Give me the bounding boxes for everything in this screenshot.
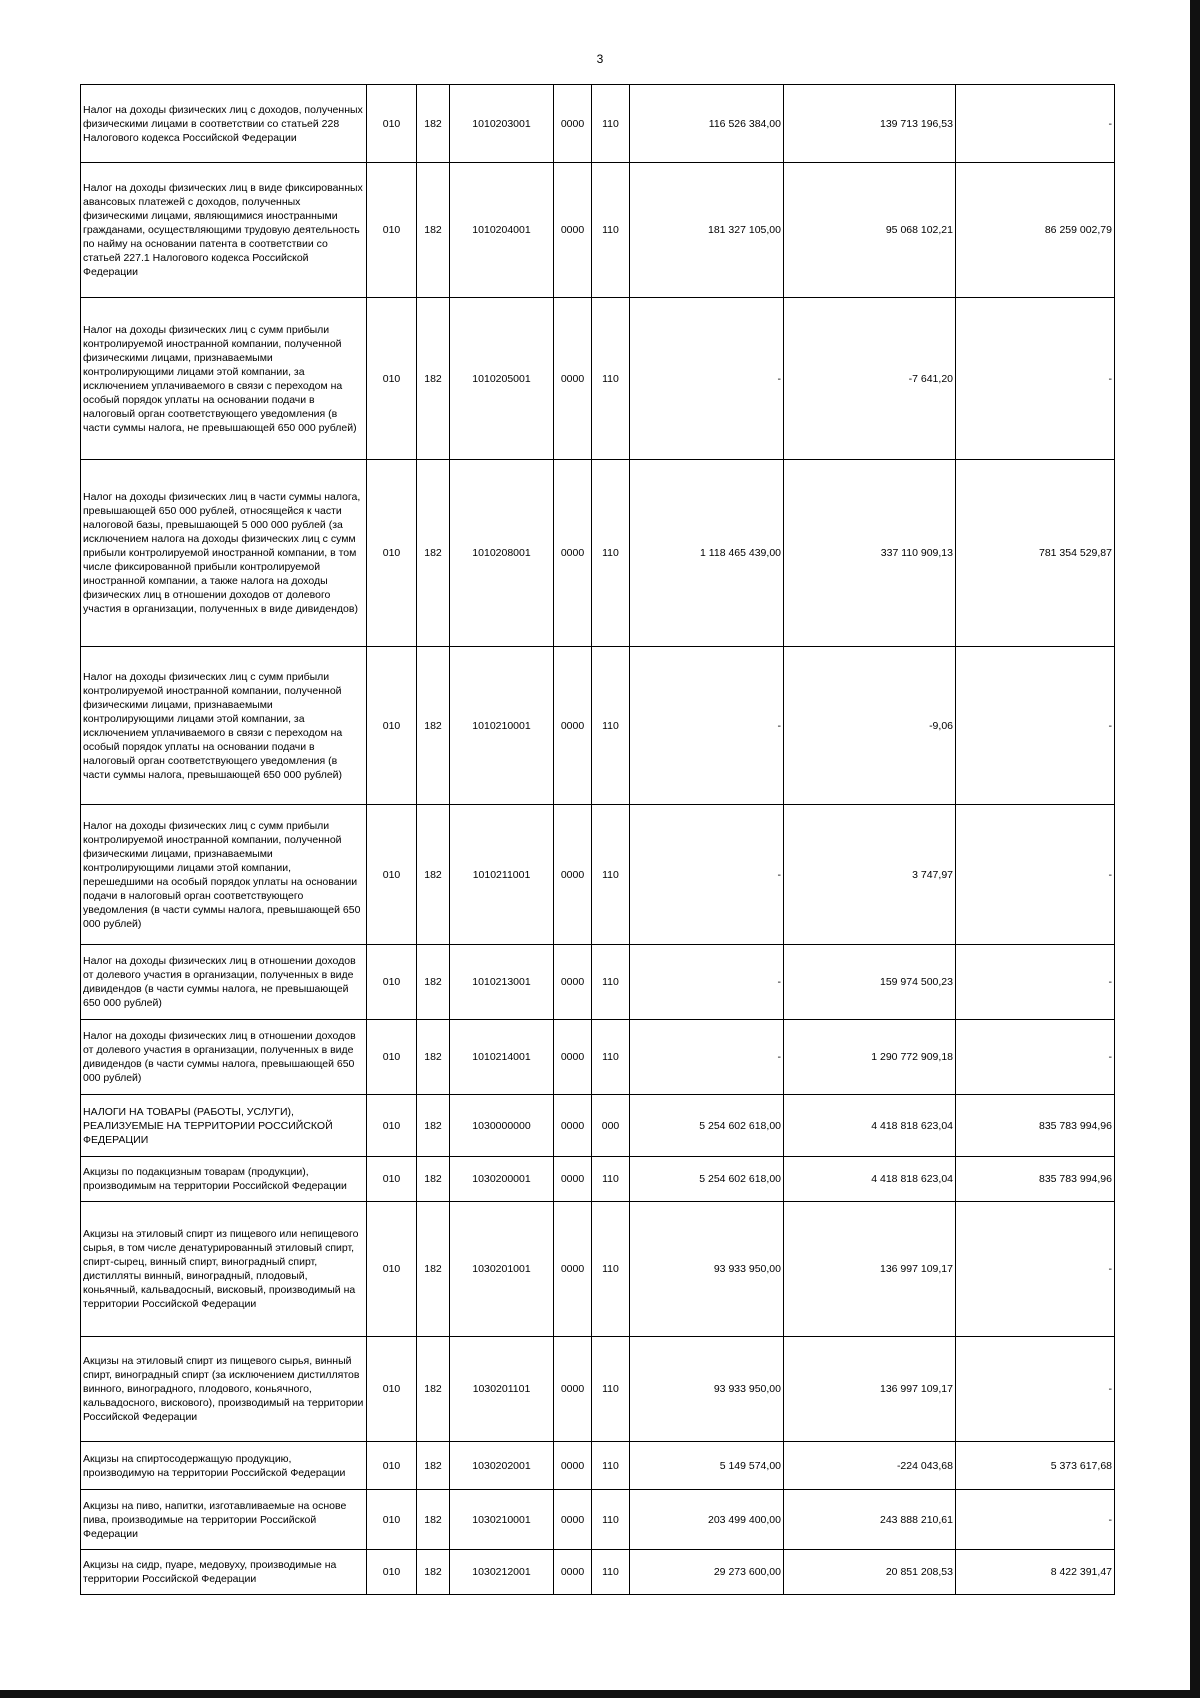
- amount-cell: 3 747,97: [784, 805, 956, 945]
- code-cell: 182: [417, 298, 450, 460]
- code-cell: 1030201101: [450, 1337, 554, 1442]
- code-cell: 182: [417, 1442, 450, 1490]
- code-cell: 010: [367, 1337, 417, 1442]
- amount-cell: -9,06: [784, 647, 956, 805]
- code-cell: 182: [417, 1550, 450, 1595]
- code-cell: 182: [417, 1020, 450, 1095]
- code-cell: 010: [367, 1202, 417, 1337]
- amount-cell: 1 290 772 909,18: [784, 1020, 956, 1095]
- code-cell: 182: [417, 85, 450, 163]
- amount-cell: -: [630, 945, 784, 1020]
- code-cell: 1030201001: [450, 1202, 554, 1337]
- scan-edge-right: [1190, 0, 1200, 1698]
- amount-cell: -: [630, 298, 784, 460]
- code-cell: 010: [367, 1442, 417, 1490]
- code-cell: 1030210001: [450, 1490, 554, 1550]
- code-cell: 182: [417, 1337, 450, 1442]
- code-cell: 1010204001: [450, 163, 554, 298]
- row-name: Акцизы на пиво, напитки, изготавливаемые на основе пива, производимые на территории Российской Федерации: [81, 1490, 367, 1550]
- code-cell: 110: [592, 1442, 630, 1490]
- table-row: [81, 805, 1115, 945]
- amount-cell: 5 254 602 618,00: [630, 1095, 784, 1157]
- code-cell: 0000: [554, 1550, 592, 1595]
- amount-cell: 20 851 208,53: [784, 1550, 956, 1595]
- page-number: 3: [596, 52, 604, 66]
- code-cell: 110: [592, 1490, 630, 1550]
- table-row: [81, 945, 1115, 1020]
- code-cell: 0000: [554, 1337, 592, 1442]
- code-cell: 110: [592, 1020, 630, 1095]
- code-cell: 110: [592, 945, 630, 1020]
- code-cell: 010: [367, 1020, 417, 1095]
- table-row: [81, 1550, 1115, 1595]
- row-name: Налог на доходы физических лиц в отношении доходов от долевого участия в организации, полученных в виде дивидендов (в части суммы налога, превышающей 650 000 рублей): [81, 1020, 367, 1095]
- row-name: Акцизы на спиртосодержащую продукцию, производимую на территории Российской Федерации: [81, 1442, 367, 1490]
- table-row: [81, 460, 1115, 647]
- row-name: Налог на доходы физических лиц с сумм прибыли контролируемой иностранной компании, полученной физическими лицами, признаваемыми контролирующими лицами этой компании, за исключением уплачиваемого в связи с переходом на особый порядок уплаты на основании подачи в налоговый орган соответствующего уведомления (в части суммы налога, превышающей 650 000 рублей): [81, 647, 367, 805]
- code-cell: 1030000000: [450, 1095, 554, 1157]
- amount-cell: 337 110 909,13: [784, 460, 956, 647]
- row-name: НАЛОГИ НА ТОВАРЫ (РАБОТЫ, УСЛУГИ), РЕАЛИЗУЕМЫЕ НА ТЕРРИТОРИИ РОССИЙСКОЙ ФЕДЕРАЦИИ: [81, 1095, 367, 1157]
- amount-cell: -7 641,20: [784, 298, 956, 460]
- amount-cell: 243 888 210,61: [784, 1490, 956, 1550]
- amount-cell: 4 418 818 623,04: [784, 1095, 956, 1157]
- amount-cell: -: [956, 1490, 1115, 1550]
- amount-cell: 835 783 994,96: [956, 1157, 1115, 1202]
- code-cell: 110: [592, 1157, 630, 1202]
- amount-cell: 86 259 002,79: [956, 163, 1115, 298]
- amount-cell: -: [630, 805, 784, 945]
- code-cell: 1010205001: [450, 298, 554, 460]
- amount-cell: -: [956, 85, 1115, 163]
- table-row: [81, 647, 1115, 805]
- amount-cell: -224 043,68: [784, 1442, 956, 1490]
- code-cell: 110: [592, 460, 630, 647]
- code-cell: 110: [592, 1550, 630, 1595]
- code-cell: 1010210001: [450, 647, 554, 805]
- row-name: Акцизы на сидр, пуаре, медовуху, производимые на территории Российской Федерации: [81, 1550, 367, 1595]
- code-cell: 1030200001: [450, 1157, 554, 1202]
- code-cell: 182: [417, 647, 450, 805]
- code-cell: 110: [592, 298, 630, 460]
- amount-cell: 95 068 102,21: [784, 163, 956, 298]
- code-cell: 182: [417, 1490, 450, 1550]
- table-row: [81, 85, 1115, 163]
- code-cell: 110: [592, 805, 630, 945]
- code-cell: 182: [417, 1095, 450, 1157]
- amount-cell: 5 254 602 618,00: [630, 1157, 784, 1202]
- row-name: Налог на доходы физических лиц в виде фиксированных авансовых платежей с доходов, полученных физическими лицами, являющимися иностранными гражданами, осуществляющими трудовую деятельность по найму на основании патента в соответствии со статьей 227.1 Налогового кодекса Российской Федерации: [81, 163, 367, 298]
- code-cell: 010: [367, 298, 417, 460]
- amount-cell: -: [956, 1020, 1115, 1095]
- code-cell: 1010208001: [450, 460, 554, 647]
- amount-cell: 136 997 109,17: [784, 1202, 956, 1337]
- amount-cell: 136 997 109,17: [784, 1337, 956, 1442]
- amount-cell: 5 149 574,00: [630, 1442, 784, 1490]
- amount-cell: -: [956, 298, 1115, 460]
- row-name: Акцизы на этиловый спирт из пищевого или непищевого сырья, в том числе денатурированный этиловый спирт, спирт-сырец, винный спирт, виноградный спирт, дистилляты винный, виноградный, плодовый, коньячный, кальвадосный, висковый, производимый на территории Российской Федерации: [81, 1202, 367, 1337]
- code-cell: 1010213001: [450, 945, 554, 1020]
- code-cell: 0000: [554, 945, 592, 1020]
- code-cell: 182: [417, 1157, 450, 1202]
- row-name: Налог на доходы физических лиц в части суммы налога, превышающей 650 000 рублей, относящейся к части налоговой базы, превышающей 5 000 000 рублей (за исключением налога на доходы физических лиц с сумм прибыли контролируемой иностранной компании, в том числе фиксированной прибыли контролируемой иностранной компании, а также налога на доходы физических лиц в отношении доходов от долевого участия в организации, полученных в виде дивидендов): [81, 460, 367, 647]
- code-cell: 010: [367, 647, 417, 805]
- amount-cell: 835 783 994,96: [956, 1095, 1115, 1157]
- code-cell: 0000: [554, 298, 592, 460]
- amount-cell: 8 422 391,47: [956, 1550, 1115, 1595]
- code-cell: 110: [592, 1202, 630, 1337]
- table-row: [81, 298, 1115, 460]
- code-cell: 010: [367, 85, 417, 163]
- code-cell: 182: [417, 945, 450, 1020]
- amount-cell: 116 526 384,00: [630, 85, 784, 163]
- amount-cell: 93 933 950,00: [630, 1202, 784, 1337]
- table-row: [81, 1490, 1115, 1550]
- code-cell: 110: [592, 163, 630, 298]
- code-cell: 010: [367, 1095, 417, 1157]
- code-cell: 1010211001: [450, 805, 554, 945]
- amount-cell: 4 418 818 623,04: [784, 1157, 956, 1202]
- code-cell: 0000: [554, 1157, 592, 1202]
- amount-cell: -: [956, 1202, 1115, 1337]
- code-cell: 010: [367, 805, 417, 945]
- row-name: Акцизы на этиловый спирт из пищевого сырья, винный спирт, виноградный спирт (за исключением дистиллятов винного, виноградного, плодового, коньячного, кальвадосного, вискового), производимый на территории Российской Федерации: [81, 1337, 367, 1442]
- revenue-table: [80, 84, 1115, 1595]
- code-cell: 0000: [554, 805, 592, 945]
- amount-cell: -: [956, 647, 1115, 805]
- code-cell: 010: [367, 1550, 417, 1595]
- code-cell: 1030212001: [450, 1550, 554, 1595]
- amount-cell: 29 273 600,00: [630, 1550, 784, 1595]
- code-cell: 110: [592, 1337, 630, 1442]
- code-cell: 010: [367, 945, 417, 1020]
- scan-edge-bottom: [0, 1690, 1200, 1698]
- code-cell: 182: [417, 460, 450, 647]
- code-cell: 010: [367, 1490, 417, 1550]
- code-cell: 1010203001: [450, 85, 554, 163]
- code-cell: 0000: [554, 1095, 592, 1157]
- amount-cell: 1 118 465 439,00: [630, 460, 784, 647]
- amount-cell: -: [630, 1020, 784, 1095]
- table-row: [81, 163, 1115, 298]
- row-name: Акцизы по подакцизным товарам (продукции), производимым на территории Российской Федерации: [81, 1157, 367, 1202]
- code-cell: 182: [417, 1202, 450, 1337]
- code-cell: 182: [417, 805, 450, 945]
- table-row: [81, 1202, 1115, 1337]
- amount-cell: -: [956, 1337, 1115, 1442]
- code-cell: 1030202001: [450, 1442, 554, 1490]
- code-cell: 010: [367, 163, 417, 298]
- code-cell: 182: [417, 163, 450, 298]
- amount-cell: 139 713 196,53: [784, 85, 956, 163]
- code-cell: 0000: [554, 163, 592, 298]
- amount-cell: -: [956, 945, 1115, 1020]
- table-row: [81, 1095, 1115, 1157]
- row-name: Налог на доходы физических лиц с доходов, полученных физическими лицами в соответствии со статьей 228 Налогового кодекса Российской Федерации: [81, 85, 367, 163]
- amount-cell: 203 499 400,00: [630, 1490, 784, 1550]
- table-row: [81, 1157, 1115, 1202]
- amount-cell: 781 354 529,87: [956, 460, 1115, 647]
- table-row: [81, 1337, 1115, 1442]
- amount-cell: -: [630, 647, 784, 805]
- code-cell: 0000: [554, 460, 592, 647]
- amount-cell: 181 327 105,00: [630, 163, 784, 298]
- code-cell: 010: [367, 460, 417, 647]
- code-cell: 000: [592, 1095, 630, 1157]
- table-row: [81, 1442, 1115, 1490]
- code-cell: 0000: [554, 647, 592, 805]
- amount-cell: 5 373 617,68: [956, 1442, 1115, 1490]
- code-cell: 0000: [554, 1020, 592, 1095]
- code-cell: 0000: [554, 1442, 592, 1490]
- amount-cell: -: [956, 805, 1115, 945]
- code-cell: 110: [592, 85, 630, 163]
- amount-cell: 93 933 950,00: [630, 1337, 784, 1442]
- amount-cell: 159 974 500,23: [784, 945, 956, 1020]
- row-name: Налог на доходы физических лиц в отношении доходов от долевого участия в организации, полученных в виде дивидендов (в части суммы налога, не превышающей 650 000 рублей): [81, 945, 367, 1020]
- code-cell: 0000: [554, 1202, 592, 1337]
- row-name: Налог на доходы физических лиц с сумм прибыли контролируемой иностранной компании, полученной физическими лицами, признаваемыми контролирующими лицами этой компании, перешедшими на особый порядок уплаты на основании подачи в налоговый орган соответствующего уведомления (в части суммы налога, превышающей 650 000 рублей): [81, 805, 367, 945]
- code-cell: 0000: [554, 1490, 592, 1550]
- code-cell: 110: [592, 647, 630, 805]
- code-cell: 010: [367, 1157, 417, 1202]
- row-name: Налог на доходы физических лиц с сумм прибыли контролируемой иностранной компании, полученной физическими лицами, признаваемыми контролирующими лицами этой компании, за исключением уплачиваемого в связи с переходом на особый порядок уплаты на основании подачи в налоговый орган соответствующего уведомления (в части суммы налога, не превышающей 650 000 рублей): [81, 298, 367, 460]
- table-row: [81, 1020, 1115, 1095]
- code-cell: 0000: [554, 85, 592, 163]
- code-cell: 1010214001: [450, 1020, 554, 1095]
